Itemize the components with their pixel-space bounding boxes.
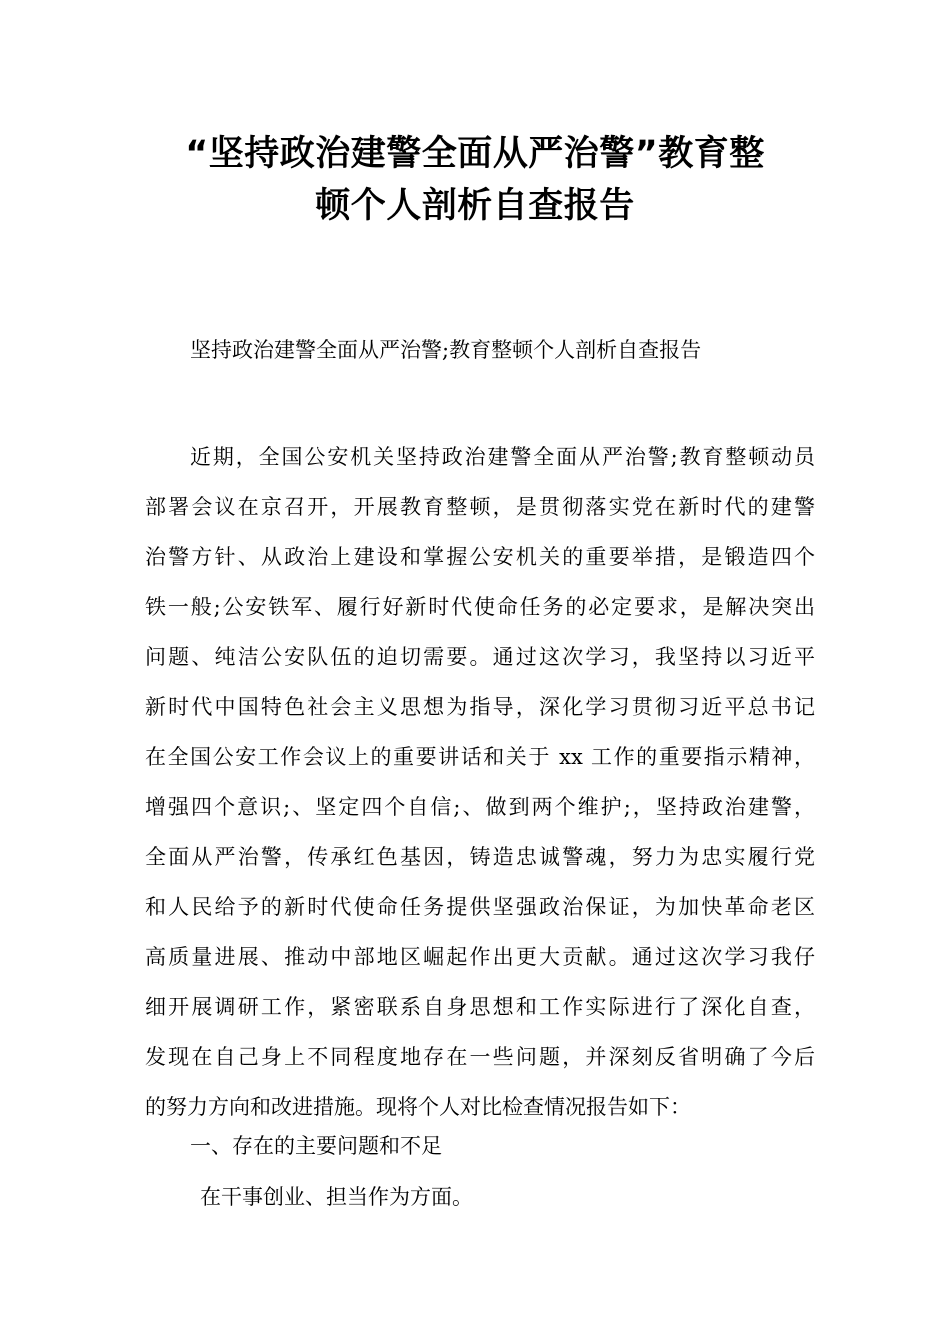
paragraph-line: 治警方针、从政治上建设和掌握公安机关的重要举措，是锻造四个 [145, 545, 815, 569]
paragraph-line: 全面从严治警，传承红色基因，铸造忠诚警魂，努力为忠实履行党 [145, 845, 815, 869]
paragraph-line: 部署会议在京召开，开展教育整顿，是贯彻落实党在新时代的建警 [145, 495, 815, 519]
paragraph-line: 新时代中国特色社会主义思想为指导，深化学习贯彻习近平总书记 [145, 695, 815, 719]
paragraph-line: 高质量进展、推动中部地区崛起作出更大贡献。通过这次学习我仔 [145, 945, 815, 969]
paragraph-line: 细开展调研工作，紧密联系自身思想和工作实际进行了深化自查， [145, 995, 815, 1019]
sub-heading: 在干事创业、担当作为方面。 [200, 1185, 473, 1209]
title-line: 顿个人剖析自查报告 [315, 186, 635, 226]
paragraph-line: 增强四个意识;、坚定四个自信;、做到两个维护;，坚持政治建警， [145, 795, 815, 819]
document-subtitle: 坚持政治建警全面从严治警;教育整顿个人剖析自查报告 [190, 338, 702, 362]
paragraph-line: 问题、纯洁公安队伍的迫切需要。通过这次学习，我坚持以习近平 [145, 645, 815, 669]
paragraph-line: 铁一般;公安铁军、履行好新时代使命任务的必定要求，是解决突出 [145, 595, 815, 619]
title-line: “坚持政治建警全面从严治警”教育整 [185, 134, 765, 174]
document-title [120, 128, 830, 232]
paragraph-line: 和人民给予的新时代使命任务提供坚强政治保证，为加快革命老区 [145, 895, 815, 919]
section-heading: 一、存在的主要问题和不足 [190, 1134, 442, 1158]
paragraph-line: 发现在自己身上不同程度地存在一些问题，并深刻反省明确了今后 [145, 1045, 815, 1069]
paragraph-line: 在全国公安工作会议上的重要讲话和关于 xx 工作的重要指示精神， [145, 745, 815, 769]
paragraph-line: 近期，全国公安机关坚持政治建警全面从严治警;教育整顿动员 [190, 445, 815, 469]
intro-paragraph [145, 432, 815, 1132]
paragraph-line: 的努力方向和改进措施。现将个人对比检查情况报告如下： [145, 1095, 691, 1119]
